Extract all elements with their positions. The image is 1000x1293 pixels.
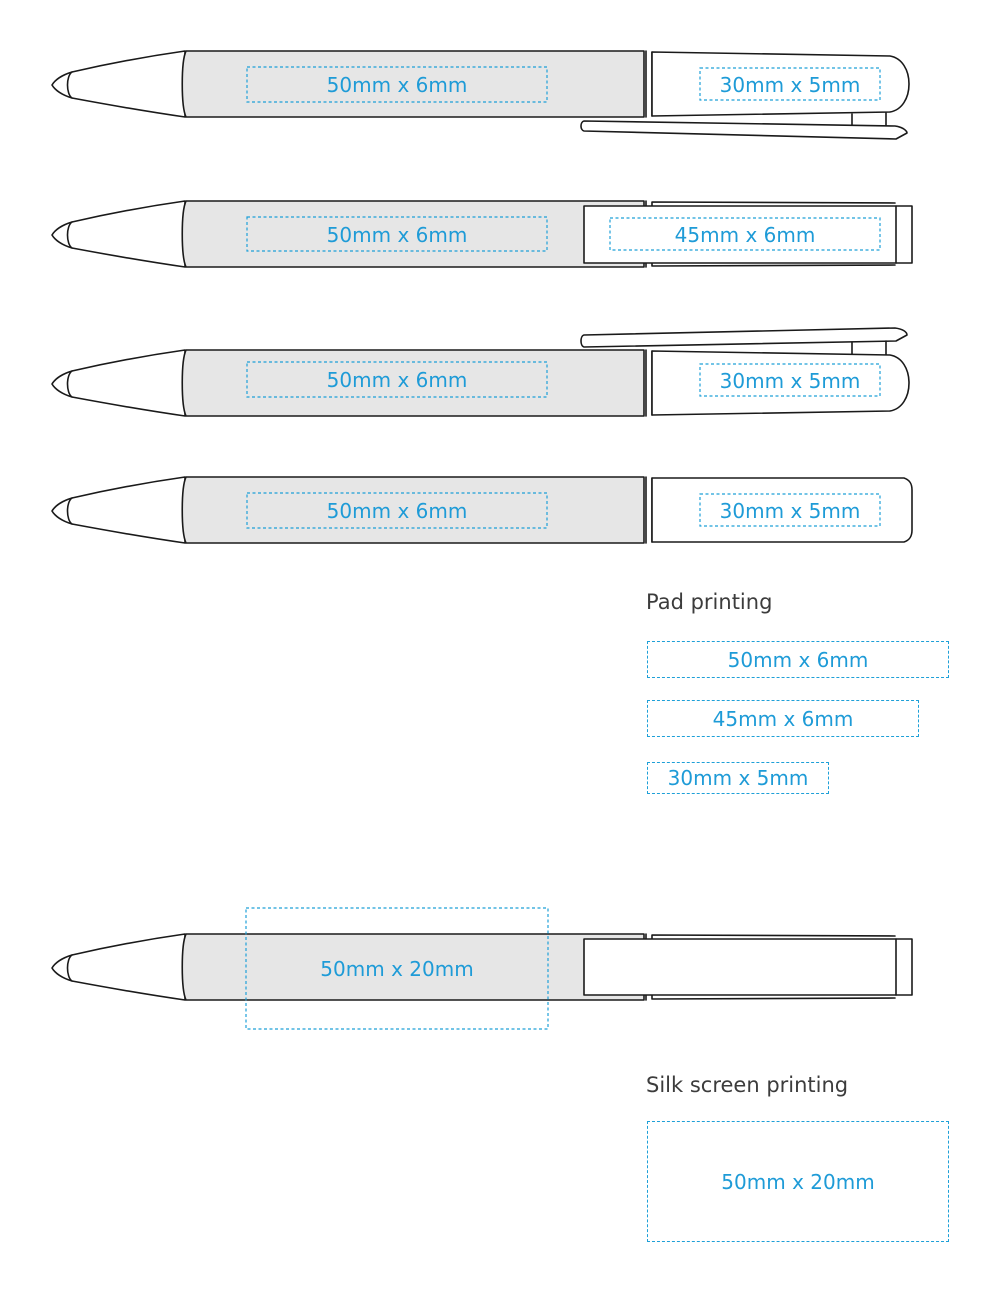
silk-screen-heading: Silk screen printing [646,1073,849,1097]
silk-screen-size: 50mm x 20mm [647,1121,949,1242]
pen-4-tip-icon [52,477,185,543]
pad-printing-heading: Pad printing [646,590,773,614]
pen-4-barrel-label: 50mm x 6mm [326,499,468,523]
pen-5-tip-icon [52,934,185,1000]
pen-5 [0,900,1000,1040]
pad-size-1: 50mm x 6mm [647,641,949,678]
pen-4-cap-label: 30mm x 5mm [719,499,861,523]
pen-3-tip-icon [52,350,185,416]
pen-1 [0,40,1000,150]
pen-2 [0,190,1000,280]
pen-3-cap-label: 30mm x 5mm [719,369,861,393]
pen-2-barrel-label: 50mm x 6mm [326,223,468,247]
pen-3-barrel-label: 50mm x 6mm [326,368,468,392]
pen-4 [0,470,1000,550]
pen-2-tip-icon [52,201,185,267]
pen-5-print-label: 50mm x 20mm [320,957,474,981]
pad-size-2: 45mm x 6mm [647,700,919,737]
pad-size-3: 30mm x 5mm [647,762,829,794]
pen-5-clip-icon [584,939,912,995]
pen-2-cap-label: 45mm x 6mm [674,223,816,247]
pen-1-barrel-label: 50mm x 6mm [326,73,468,97]
pen-1-cap-label: 30mm x 5mm [719,73,861,97]
pen-1-tip-icon [52,51,185,117]
pen-3 [0,320,1000,430]
